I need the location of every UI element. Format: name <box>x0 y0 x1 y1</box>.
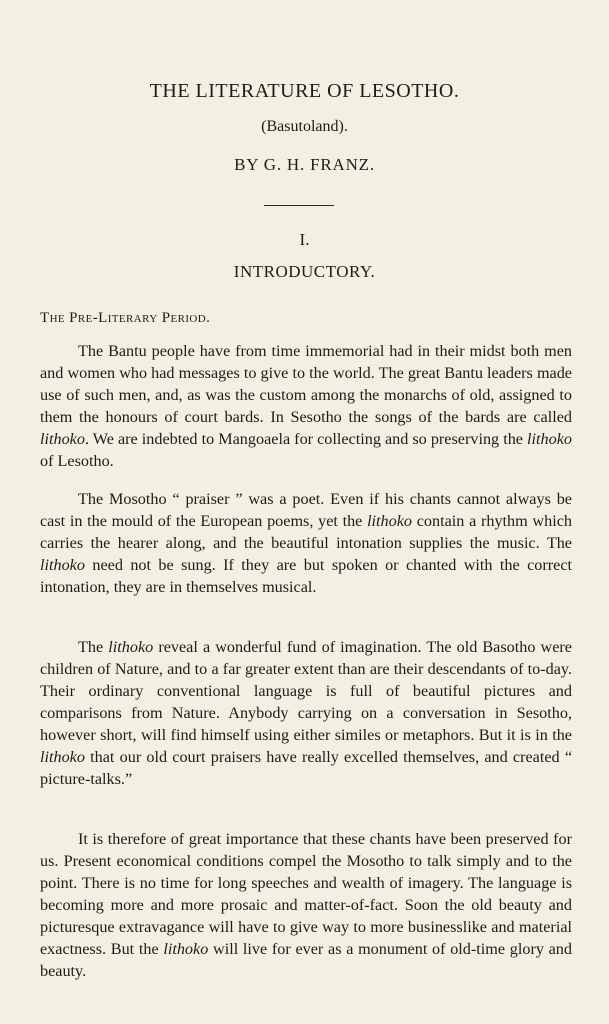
text-run: It is therefore of great importance that these chants have been preserved for us. Present economical conditions compel the Mosotho to talk simply and to the point. There is no time for long speeches and wealth of imagery. The language is becoming more and more prosaic and matter-of-fact. Soon the old beauty and picturesque extravagance will have to give way to more businesslike and material exactness. But the <box>40 830 572 958</box>
article-title: THE LITERATURE OF LESOTHO. <box>149 80 460 102</box>
text-run: . We are indebted to Mangoaela for collecting and so preserving the <box>84 430 528 448</box>
text-run: contain a rhythm which carries the hearer along, and the beautiful intonation supplies the music. The <box>40 512 572 552</box>
author-byline: BY G. H. FRANZ. <box>234 155 375 174</box>
italic-term: lithoko <box>40 556 85 574</box>
text-run: need not be sung. If they are but spoken or chanted with the correct intonation, they are in themselves musical. <box>40 556 572 596</box>
article-subtitle: (Basutoland). <box>261 118 348 135</box>
text-run: The Mosotho “ praiser ” was a poet. Even if his chants cannot always be cast in the mould of the European poems, yet the <box>40 490 572 530</box>
italic-term: lithoko <box>527 430 572 448</box>
italic-term: lithoko <box>163 940 209 958</box>
text-run: The Bantu people have from time immemorial had in their midst both men and women who had messages to give to the world. The great Bantu leaders made use of such men, and, as was the custom among the monarchs of old, assigned to them the honours of court bards. In Sesotho the songs of the bards are called <box>40 342 572 426</box>
text-run: will live for ever as a monument of old-time glory and beauty. <box>40 940 572 980</box>
paragraph-3 <box>40 636 572 790</box>
paragraph-1 <box>40 340 572 472</box>
italic-term: lithoko <box>367 512 413 530</box>
text-run: The <box>78 638 109 656</box>
italic-term: lithoko <box>108 638 154 656</box>
subsection-heading: The Pre-Literary Period. <box>40 310 211 326</box>
paragraph-2 <box>40 488 572 598</box>
section-title: INTRODUCTORY. <box>233 262 376 281</box>
italic-term: lithoko <box>40 430 85 448</box>
italic-term: lithoko <box>40 748 85 766</box>
paragraph-4 <box>40 828 572 982</box>
section-number: I. <box>299 230 310 249</box>
divider-rule <box>264 205 334 206</box>
text-run: reveal a wonderful fund of imagination. The old Basotho were children of Nature, and to a far greater extent than are their descendants of to-day. Their ordinary conventional language is full of beautiful pictures and comparisons from Nature. Anybody carrying on a conversation in Sesotho, however short, will find himself using either similes or metaphors. But it is in the <box>40 638 572 744</box>
text-run: that our old court praisers have really excelled themselves, and created “ picture-talks.” <box>40 748 572 788</box>
text-run: of Lesotho. <box>40 452 114 470</box>
